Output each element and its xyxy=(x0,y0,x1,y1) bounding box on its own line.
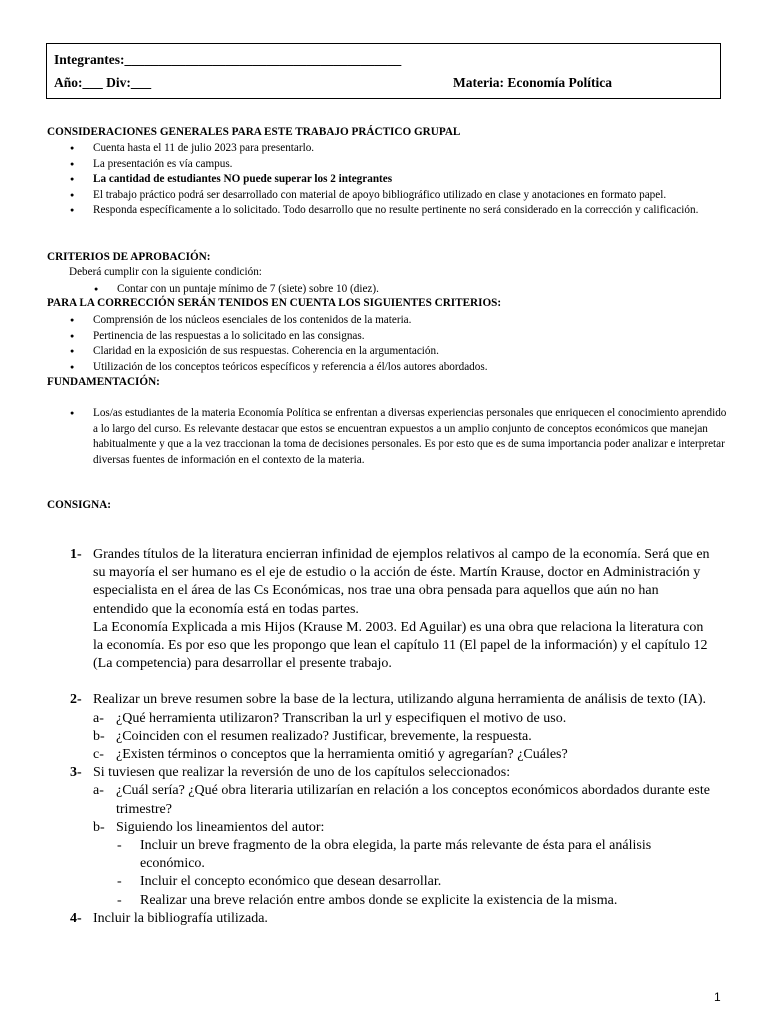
question-3-text: Si tuviesen que realizar la reversión de uno de los capítulos seleccionados: xyxy=(93,765,511,781)
question-4 xyxy=(70,910,715,928)
dash-marker: - xyxy=(117,874,122,890)
question-2 xyxy=(70,691,715,764)
question-number: 3- xyxy=(70,765,82,781)
question-2-sub-c xyxy=(93,746,715,764)
list-item: ● Pertinencia de las respuestas a lo solicitado en las consignas. xyxy=(47,329,727,345)
consideraciones-list-wrap xyxy=(47,141,727,219)
question-number: 4- xyxy=(70,910,82,926)
student-info-box xyxy=(46,43,721,99)
criterios-list-wrap xyxy=(47,282,727,298)
materia-label: Materia: Economía Política xyxy=(453,75,612,90)
integrantes-field: Integrantes:_________________________________________ xyxy=(54,52,402,67)
consideraciones-heading: CONSIDERACIONES GENERALES PARA ESTE TRABAJO PRÁCTICO GRUPAL xyxy=(47,126,461,138)
criterios-list xyxy=(47,282,727,298)
dash-item xyxy=(93,837,715,873)
sub-label: a- xyxy=(93,783,104,799)
correccion-list xyxy=(47,313,727,375)
list-item: ● El trabajo práctico podrá ser desarrollado con material de apoyo bibliográfico utilizado en clase y anotaciones en formato papel. xyxy=(47,188,727,204)
question-3-sub-b xyxy=(93,819,715,837)
consigna-heading: CONSIGNA: xyxy=(47,499,112,511)
anio-div-field: Año:___ Div:___ xyxy=(54,75,152,90)
sub-text: Siguiendo los lineamientos del autor: xyxy=(116,819,325,835)
question-2-sub-a xyxy=(93,710,715,728)
consigna-body xyxy=(70,546,715,928)
correccion-heading: PARA LA CORRECCIÓN SERÁN TENIDOS EN CUENTA LOS SIGUIENTES CRITERIOS: xyxy=(47,297,502,309)
sub-label: b- xyxy=(93,819,105,835)
question-2-sub-b xyxy=(93,728,715,746)
consideraciones-list xyxy=(47,141,727,219)
fundamentacion-text: ● Los/as estudiantes de la materia Economía Política se enfrentan a diversas experiencias personales que enriquecen el conocimiento aprendido a lo largo del curso. Es relevante destacar que estos se encuentran expuestos a un amplio conjunto de conceptos económicos que manejan habitualmente y que a la vez traccionan la toma de decisiones personales. Es por esto que es de suma importancia poder analizar e interpretar diversas fuentes de información en el contexto de la materia. xyxy=(47,406,727,468)
question-1 xyxy=(70,546,715,673)
list-item: ● Responda específicamente a lo solicitado. Todo desarrollo que no resulte pertinente no será considerado en la corrección y calificación. xyxy=(47,203,727,219)
dash-text: Realizar una breve relación entre ambos donde se explicite la existencia de la misma. xyxy=(140,892,618,908)
dash-item xyxy=(93,873,715,891)
list-item: ● Cuenta hasta el 11 de julio 2023 para presentarlo. xyxy=(47,141,727,157)
list-item: ● La cantidad de estudiantes NO puede superar los 2 integrantes xyxy=(47,172,727,188)
dash-text: Incluir el concepto económico que desean desarrollar. xyxy=(140,874,442,890)
correccion-list-wrap xyxy=(47,313,727,375)
question-4-text: Incluir la bibliografía utilizada. xyxy=(93,910,268,926)
question-3-sub-a xyxy=(93,782,715,818)
fundamentacion-list xyxy=(47,406,727,468)
dash-marker: - xyxy=(117,838,122,854)
sub-text: ¿Existen términos o conceptos que la herramienta omitió y agregarían? ¿Cuáles? xyxy=(116,747,568,763)
sub-text: ¿Cuál sería? ¿Qué obra literaria utilizarían en relación a los conceptos económicos abordados durante este trimestre? xyxy=(116,783,710,817)
question-number: 1- xyxy=(70,547,82,562)
fundamentacion-wrap xyxy=(47,406,727,468)
sub-text: ¿Qué herramienta utilizaron? Transcriban la url y especifiquen el motivo de uso. xyxy=(116,710,567,726)
question-number: 2- xyxy=(70,692,82,708)
list-item: ● Comprensión de los núcleos esenciales de los contenidos de la materia. xyxy=(47,313,727,329)
dash-text: Incluir un breve fragmento de la obra elegida, la parte más relevante de ésta para el análisis económico. xyxy=(140,838,652,872)
dash-marker: - xyxy=(117,892,122,908)
page-number: 1 xyxy=(714,990,721,1004)
sub-label: b- xyxy=(93,728,105,744)
list-item: ● Contar con un puntaje mínimo de 7 (siete) sobre 10 (diez). xyxy=(47,282,727,298)
criterios-intro: Deberá cumplir con la siguiente condición: xyxy=(69,266,262,278)
sub-text: ¿Coinciden con el resumen realizado? Justificar, brevemente, la respuesta. xyxy=(116,728,532,744)
question-2-text: Realizar un breve resumen sobre la base de la lectura, utilizando alguna herramienta de análisis de texto (IA). xyxy=(93,692,707,708)
question-1-paragraph-2: La Economía Explicada a mis Hijos (Krause M. 2003. Ed Aguilar) es una obra que relaciona la literatura con la economía. Es por eso que les propongo que lean el capítulo 11 (El papel de la información) y el capítulo 12 (La competencia) para desarrollar el presente trabajo. xyxy=(93,619,708,672)
fundamentacion-heading: FUNDAMENTACIÓN: xyxy=(47,376,160,388)
sub-label: a- xyxy=(93,710,104,726)
criterios-aprobacion-heading: CRITERIOS DE APROBACIÓN: xyxy=(47,251,211,263)
question-1-paragraph-1: Grandes títulos de la literatura encierran infinidad de ejemplos relativos al campo de la economía. Será que en su mayoría el ser humano es el eje de estudio o la acción de éste. Martín Krause, doctor en Administración y especialista en el área de las Cs Económicas, nos trae una obra pensada para aquellos que aún no han entendido que la economía está en todas partes. xyxy=(93,547,710,617)
dash-item xyxy=(93,892,715,910)
list-item: ● Claridad en la exposición de sus respuestas. Coherencia en la argumentación. xyxy=(47,344,727,360)
list-item: ● La presentación es vía campus. xyxy=(47,157,727,173)
list-item: ● Utilización de los conceptos teóricos específicos y referencia a él/los autores abordados. xyxy=(47,360,727,376)
question-3 xyxy=(70,764,715,910)
sub-label: c- xyxy=(93,747,104,763)
